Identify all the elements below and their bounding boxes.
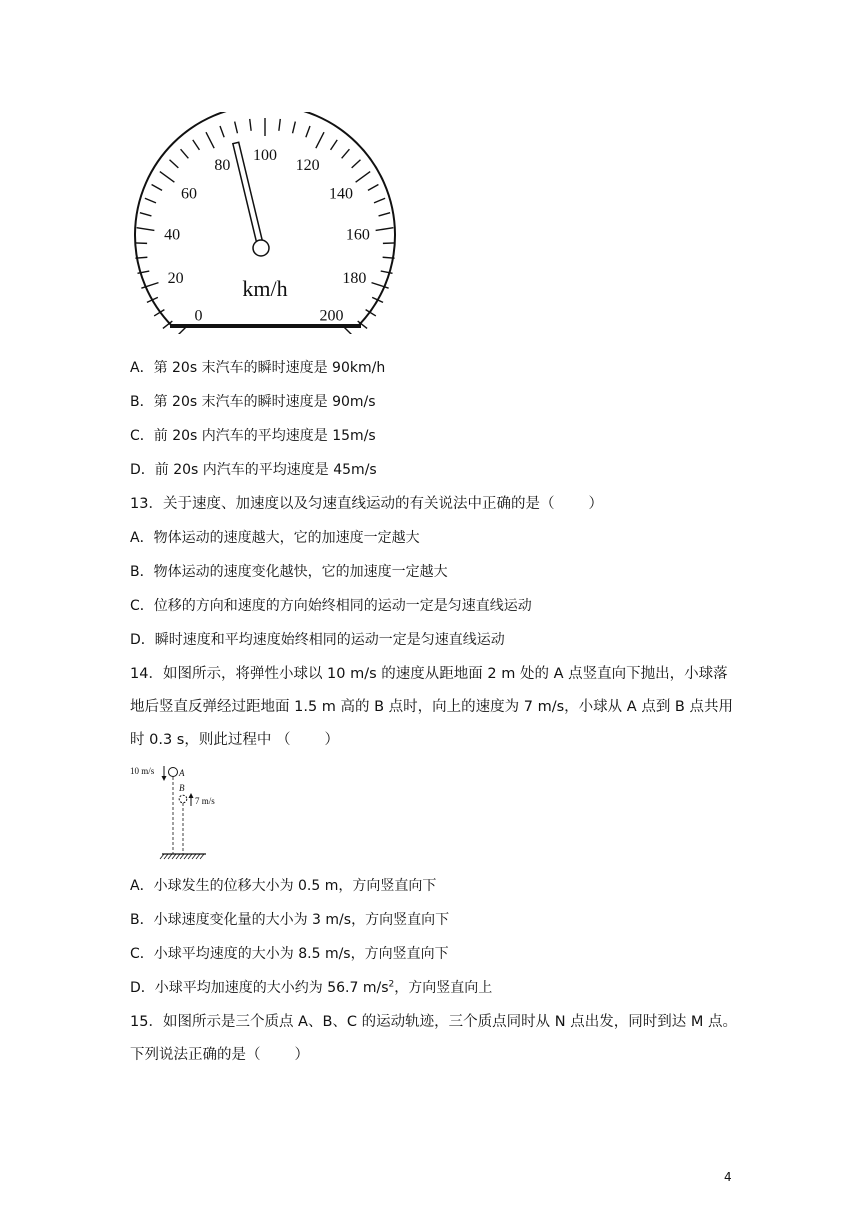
- option-text: 第 20s 末汽车的瞬时速度是 90km/h: [153, 360, 386, 376]
- tick-mark: [135, 257, 147, 258]
- q12-option-a: [130, 358, 385, 378]
- tick-mark: [220, 126, 224, 137]
- option-letter: A．: [130, 360, 154, 376]
- option-letter: B．: [130, 394, 154, 410]
- option-letter: D．: [130, 980, 155, 996]
- hatch-line: [184, 854, 188, 859]
- tick-mark: [383, 257, 395, 258]
- scale-label: 80: [214, 157, 231, 175]
- option-text: 第 20s 末汽车的瞬时速度是 90m/s: [153, 394, 376, 410]
- ground-hatch: [160, 854, 204, 859]
- speedometer-hub: [253, 240, 269, 256]
- option-letter: A．: [130, 530, 154, 546]
- q14-stem-line-1: 14．如图所示，将弹性小球以 10 m/s 的速度从距地面 2 m 处的 A 点竖直向下抛出，小球落: [130, 666, 728, 682]
- q15-stem-line-1: 15．如图所示是三个质点 A、B、C 的运动轨迹，三个质点同时从 N 点出发，同时到达 M 点。: [130, 1014, 737, 1030]
- tick-mark: [342, 149, 350, 158]
- option-text: 位移的方向和速度的方向始终相同的运动一定是匀速直线运动: [153, 598, 532, 614]
- speedometer-unit: km/h: [242, 276, 288, 301]
- tick-mark: [170, 160, 179, 168]
- q14-stem-line-3: 时 0.3 s，则此过程中 （ ）: [130, 732, 339, 748]
- label-b: B: [179, 783, 185, 793]
- tick-mark: [173, 327, 186, 334]
- hatch-line: [196, 854, 200, 859]
- option-text: 前 20s 内汽车的平均速度是 45m/s: [154, 462, 377, 478]
- tick-mark: [368, 184, 378, 190]
- tick-mark: [250, 119, 251, 131]
- option-letter: D．: [130, 462, 155, 478]
- option-letter: C．: [130, 598, 154, 614]
- option-text: 物体运动的速度越大，它的加速度一定越大: [153, 530, 420, 546]
- q13-option-a: [130, 528, 420, 548]
- tick-mark: [206, 132, 214, 148]
- tick-mark: [181, 149, 189, 158]
- tick-mark: [331, 140, 338, 150]
- scale-label: 40: [164, 226, 181, 244]
- speedometer-figure: [130, 112, 400, 334]
- q15-stem-line-2: 下列说法正确的是（ ）: [130, 1047, 309, 1063]
- hatch-line: [192, 854, 196, 859]
- superscript: 2: [388, 979, 395, 990]
- label-velocity-up: 7 m/s: [195, 796, 215, 806]
- option-letter: C．: [130, 946, 154, 962]
- option-text: 小球速度变化量的大小为 3 m/s，方向竖直向下: [153, 912, 450, 928]
- bouncing-ball-figure: [124, 762, 220, 862]
- hatch-line: [160, 854, 164, 859]
- tick-mark: [379, 213, 391, 216]
- q13-option-c: [130, 596, 532, 616]
- scale-label: 0: [194, 307, 203, 325]
- q12-option-d: [130, 460, 377, 480]
- q13-option-b: [130, 562, 448, 582]
- option-text: 前 20s 内汽车的平均速度是 15m/s: [153, 428, 376, 444]
- option-text: 小球平均加速度的大小约为 56.7 m/s: [154, 980, 389, 996]
- tick-mark: [235, 122, 238, 134]
- hatch-line: [188, 854, 192, 859]
- tick-mark: [279, 119, 280, 131]
- scale-label: 200: [319, 307, 344, 325]
- q12-option-b: [130, 392, 376, 412]
- hatch-line: [176, 854, 180, 859]
- option-letter: C．: [130, 428, 154, 444]
- scale-label: 140: [329, 185, 354, 203]
- q13-option-d: [130, 630, 505, 650]
- q14-option-c: [130, 944, 449, 964]
- tick-mark: [137, 228, 155, 231]
- scale-label: 120: [295, 157, 320, 175]
- q14-option-d: [130, 978, 492, 998]
- option-letter: B．: [130, 912, 154, 928]
- tick-mark: [293, 122, 296, 134]
- hatch-line: [168, 854, 172, 859]
- tick-mark: [356, 172, 371, 183]
- option-text: 物体运动的速度变化越快，它的加速度一定越大: [153, 564, 448, 580]
- tick-mark: [145, 198, 156, 203]
- scale-label: 180: [342, 270, 367, 288]
- option-letter: A．: [130, 878, 154, 894]
- option-text: ，方向竖直向上: [394, 980, 493, 996]
- ball-b: [179, 795, 187, 803]
- q14-option-a: [130, 876, 436, 896]
- scale-label: 160: [345, 226, 370, 244]
- tick-mark: [316, 132, 324, 148]
- hatch-line: [172, 854, 176, 859]
- scale-label: 60: [180, 185, 197, 203]
- tick-mark: [344, 327, 357, 334]
- label-a: A: [179, 768, 185, 778]
- q12-option-c: [130, 426, 376, 446]
- q13-stem: 13．关于速度、加速度以及匀速直线运动的有关说法中正确的是（ ）: [130, 496, 603, 512]
- label-velocity-down: 10 m/s: [130, 766, 155, 776]
- tick-mark: [306, 126, 310, 137]
- scale-label: 20: [167, 270, 184, 288]
- option-text: 瞬时速度和平均速度始终相同的运动一定是匀速直线运动: [154, 632, 505, 648]
- q14-option-b: [130, 910, 449, 930]
- tick-mark: [193, 140, 200, 150]
- tick-mark: [152, 184, 162, 190]
- tick-mark: [376, 228, 394, 231]
- tick-mark: [374, 198, 385, 203]
- hatch-line: [164, 854, 168, 859]
- hatch-line: [200, 854, 204, 859]
- tick-mark: [352, 160, 361, 168]
- page-number: 4: [724, 1170, 732, 1184]
- tick-mark: [160, 172, 175, 183]
- hatch-line: [180, 854, 184, 859]
- option-letter: B．: [130, 564, 154, 580]
- option-letter: D．: [130, 632, 155, 648]
- scale-label: 100: [253, 147, 277, 164]
- q14-stem-line-2: 地后竖直反弹经过距地面 1.5 m 高的 B 点时，向上的速度为 7 m/s，小球从 A 点到 B 点共用: [130, 699, 733, 715]
- option-text: 小球平均速度的大小为 8.5 m/s，方向竖直向下: [153, 946, 449, 962]
- tick-mark: [140, 213, 152, 216]
- ball-a: [169, 768, 178, 777]
- option-text: 小球发生的位移大小为 0.5 m，方向竖直向下: [153, 878, 437, 894]
